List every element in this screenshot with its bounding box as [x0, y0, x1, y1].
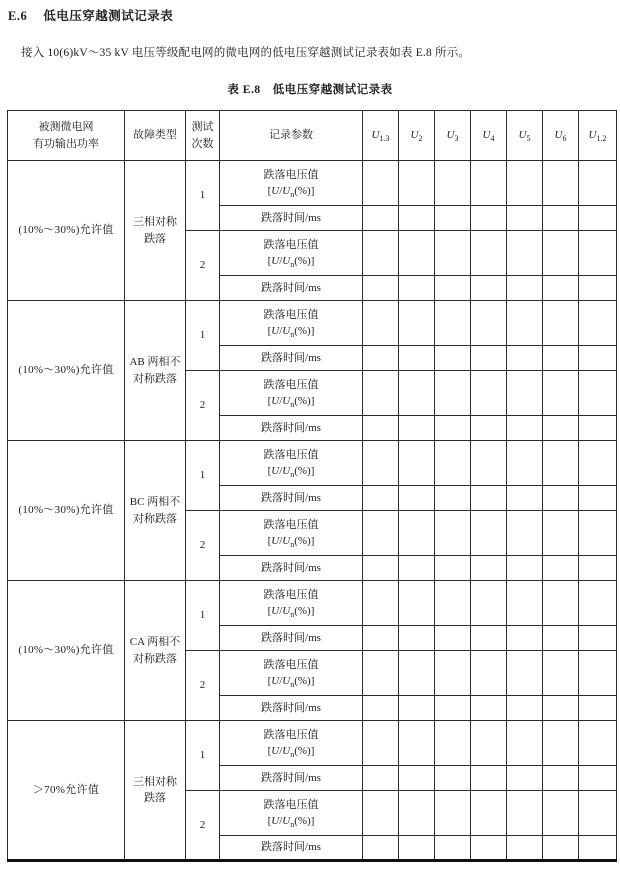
value-cell: [507, 276, 543, 301]
value-cell: [579, 371, 617, 416]
value-cell: [579, 556, 617, 581]
param-voltage-formula: $[U/U_n(\%)]$: [267, 185, 315, 200]
text-line: BC 两相不: [129, 496, 181, 508]
value-cell: [543, 791, 579, 836]
value-cell: [579, 346, 617, 371]
value-cell: [435, 556, 471, 581]
test-number-cell: 1: [186, 581, 220, 651]
value-cell: [471, 231, 507, 276]
fault-type-cell: [125, 581, 186, 721]
value-cell: [543, 276, 579, 301]
section-number: E.6: [8, 9, 28, 23]
value-cell: [435, 696, 471, 721]
value-cell: [363, 206, 399, 231]
value-cell: [435, 346, 471, 371]
value-cell: [435, 766, 471, 791]
text-line: 跌落: [144, 792, 166, 804]
value-cell: [579, 486, 617, 511]
param-voltage-label: 跌落电压值: [263, 378, 319, 391]
record-table: [7, 110, 617, 862]
value-cell: [543, 581, 579, 626]
value-cell: [435, 276, 471, 301]
value-cell: [579, 651, 617, 696]
value-cell: [363, 301, 399, 346]
value-cell: [507, 651, 543, 696]
value-cell: [363, 276, 399, 301]
param-voltage-formula: $[U/U_n(\%)]$: [267, 535, 315, 550]
param-voltage-label: 跌落电压值: [263, 308, 319, 321]
param-time-cell: 跌落时间/ms: [220, 836, 363, 861]
header-cell-u2: $U_2$: [399, 111, 435, 161]
value-cell: [399, 231, 435, 276]
section-heading: [8, 6, 173, 24]
value-cell: [435, 416, 471, 441]
value-cell: [363, 836, 399, 861]
value-cell: [471, 161, 507, 206]
param-voltage-label: 跌落电压值: [263, 448, 319, 461]
value-cell: [399, 276, 435, 301]
value-cell: [471, 766, 507, 791]
text-line: 测试: [191, 121, 214, 133]
intro-paragraph: 接入 10(6)kV～35 kV 电压等级配电网的微电网的低电压穿越测试记录表如表 E.8 所示。: [21, 47, 471, 59]
header-cell-u4: $U_4$: [471, 111, 507, 161]
value-cell: [399, 346, 435, 371]
value-cell: [507, 346, 543, 371]
text-line: 有功输出功率: [33, 137, 99, 150]
param-voltage-formula: $[U/U_n(\%)]$: [267, 325, 315, 340]
power-cell: (10%～30%)允许值: [8, 581, 125, 721]
value-cell: [435, 231, 471, 276]
param-voltage-label: 跌落电压值: [263, 238, 319, 251]
table-body: [8, 161, 617, 861]
value-cell: [507, 511, 543, 556]
param-voltage-cell: [220, 581, 363, 626]
value-cell: [507, 416, 543, 441]
value-cell: [579, 696, 617, 721]
value-cell: [399, 301, 435, 346]
value-cell: [363, 581, 399, 626]
param-time-cell: 跌落时间/ms: [220, 556, 363, 581]
value-cell: [399, 486, 435, 511]
section-title: 低电压穿越测试记录表: [43, 9, 174, 23]
value-cell: [543, 696, 579, 721]
header-cell-power: [8, 111, 125, 161]
value-cell: [471, 651, 507, 696]
value-cell: [435, 441, 471, 486]
param-time-cell: 跌落时间/ms: [220, 766, 363, 791]
header-cell-u3: $U_3$: [435, 111, 471, 161]
value-cell: [471, 301, 507, 346]
value-cell: [435, 486, 471, 511]
value-cell: [507, 371, 543, 416]
power-cell: ＞70%允许值: [8, 721, 125, 861]
value-cell: [363, 416, 399, 441]
value-cell: [579, 416, 617, 441]
param-voltage-label: 跌落电压值: [263, 728, 319, 741]
value-cell: [471, 486, 507, 511]
param-voltage-cell: [220, 651, 363, 696]
value-cell: [399, 161, 435, 206]
text-line: 次数: [191, 137, 214, 150]
value-cell: [363, 441, 399, 486]
value-cell: [543, 766, 579, 791]
header-cell-u7: $U_{1.2}$: [579, 111, 617, 161]
value-cell: [399, 791, 435, 836]
fault-type-cell: [125, 301, 186, 441]
param-voltage-label: 跌落电压值: [263, 798, 319, 811]
text-line: 跌落: [144, 232, 166, 245]
param-time-cell: 跌落时间/ms: [220, 206, 363, 231]
param-time-cell: 跌落时间/ms: [220, 416, 363, 441]
value-cell: [507, 301, 543, 346]
value-cell: [543, 231, 579, 276]
power-cell: (10%～30%)允许值: [8, 161, 125, 301]
value-cell: [507, 626, 543, 651]
record-row-voltage: [8, 441, 617, 486]
value-cell: [363, 346, 399, 371]
value-cell: [579, 511, 617, 556]
test-number-cell: 1: [186, 161, 220, 231]
record-row-voltage: [8, 161, 617, 206]
value-cell: [399, 626, 435, 651]
value-cell: [399, 721, 435, 766]
value-cell: [579, 276, 617, 301]
param-voltage-label: 跌落电压值: [263, 588, 319, 601]
value-cell: [507, 766, 543, 791]
value-cell: [507, 791, 543, 836]
value-cell: [435, 721, 471, 766]
text-line: 被测微电网: [38, 121, 94, 133]
value-cell: [435, 511, 471, 556]
power-cell: (10%～30%)允许值: [8, 441, 125, 581]
fault-type-cell: [125, 721, 186, 861]
value-cell: [399, 441, 435, 486]
param-voltage-label: 跌落电压值: [263, 518, 319, 531]
param-time-cell: 跌落时间/ms: [220, 276, 363, 301]
param-voltage-formula: $[U/U_n(\%)]$: [267, 675, 315, 690]
value-cell: [399, 651, 435, 696]
record-row-voltage: [8, 721, 617, 766]
text-line: 三相对称: [133, 216, 177, 228]
value-cell: [543, 486, 579, 511]
param-voltage-formula: $[U/U_n(\%)]$: [267, 815, 315, 830]
value-cell: [471, 626, 507, 651]
value-cell: [543, 371, 579, 416]
value-cell: [507, 721, 543, 766]
value-cell: [579, 721, 617, 766]
value-cell: [363, 651, 399, 696]
param-voltage-formula: $[U/U_n(\%)]$: [267, 395, 315, 410]
value-cell: [471, 721, 507, 766]
value-cell: [471, 696, 507, 721]
value-cell: [399, 766, 435, 791]
value-cell: [471, 441, 507, 486]
value-cell: [363, 791, 399, 836]
param-voltage-formula: $[U/U_n(\%)]$: [267, 465, 315, 480]
value-cell: [507, 206, 543, 231]
header-cell-test-count: [186, 111, 220, 161]
value-cell: [471, 556, 507, 581]
param-time-cell: 跌落时间/ms: [220, 486, 363, 511]
header-cell-u1: $U_{1.3}$: [363, 111, 399, 161]
param-voltage-cell: [220, 791, 363, 836]
value-cell: [435, 791, 471, 836]
value-cell: [363, 231, 399, 276]
fault-type-cell: [125, 161, 186, 301]
value-cell: [363, 556, 399, 581]
param-voltage-cell: [220, 441, 363, 486]
value-cell: [471, 346, 507, 371]
table-caption-label: 表 E.8: [227, 84, 261, 96]
test-number-cell: 1: [186, 301, 220, 371]
value-cell: [363, 721, 399, 766]
param-voltage-cell: [220, 231, 363, 276]
test-number-cell: 1: [186, 441, 220, 511]
value-cell: [543, 346, 579, 371]
value-cell: [507, 556, 543, 581]
value-cell: [579, 791, 617, 836]
param-voltage-cell: [220, 301, 363, 346]
text-line: CA 两相不: [129, 636, 181, 648]
value-cell: [507, 441, 543, 486]
test-number-cell: 1: [186, 721, 220, 791]
value-cell: [543, 206, 579, 231]
param-voltage-formula: $[U/U_n(\%)]$: [267, 255, 315, 270]
value-cell: [399, 696, 435, 721]
fault-type-cell: [125, 441, 186, 581]
test-number-cell: 2: [186, 791, 220, 861]
param-time-cell: 跌落时间/ms: [220, 696, 363, 721]
header-cell-u5: $U_5$: [507, 111, 543, 161]
value-cell: [363, 626, 399, 651]
value-cell: [435, 651, 471, 696]
test-number-cell: 2: [186, 651, 220, 721]
text-line: 三相对称: [133, 775, 177, 788]
value-cell: [435, 161, 471, 206]
value-cell: [435, 581, 471, 626]
value-cell: [399, 581, 435, 626]
test-number-cell: 2: [186, 371, 220, 441]
text-line: 对称跌落: [133, 512, 177, 525]
value-cell: [507, 696, 543, 721]
value-cell: [579, 581, 617, 626]
value-cell: [543, 511, 579, 556]
table-caption-title: 低电压穿越测试记录表: [272, 84, 393, 96]
test-number-cell: 2: [186, 231, 220, 301]
param-time-cell: 跌落时间/ms: [220, 626, 363, 651]
value-cell: [507, 231, 543, 276]
value-cell: [363, 486, 399, 511]
value-cell: [579, 766, 617, 791]
header-cell-u6: $U_6$: [543, 111, 579, 161]
text-line: AB 两相不: [129, 356, 181, 368]
value-cell: [435, 301, 471, 346]
value-cell: [543, 416, 579, 441]
value-cell: [507, 486, 543, 511]
table-caption: [0, 81, 620, 97]
header-cell-record-param: 记录参数: [220, 111, 363, 161]
value-cell: [363, 766, 399, 791]
value-cell: [579, 626, 617, 651]
value-cell: [399, 511, 435, 556]
param-voltage-formula: $[U/U_n(\%)]$: [267, 605, 315, 620]
value-cell: [435, 206, 471, 231]
param-voltage-cell: [220, 371, 363, 416]
value-cell: [399, 206, 435, 231]
value-cell: [435, 371, 471, 416]
header-cell-fault-type: 故障类型: [125, 111, 186, 161]
value-cell: [543, 721, 579, 766]
value-cell: [543, 301, 579, 346]
record-row-voltage: [8, 581, 617, 626]
value-cell: [363, 511, 399, 556]
value-cell: [543, 651, 579, 696]
value-cell: [507, 581, 543, 626]
value-cell: [471, 276, 507, 301]
param-voltage-cell: [220, 511, 363, 556]
value-cell: [435, 836, 471, 861]
record-row-voltage: [8, 301, 617, 346]
table-header: [8, 111, 617, 161]
param-voltage-label: 跌落电压值: [263, 658, 319, 671]
param-voltage-cell: [220, 161, 363, 206]
value-cell: [471, 416, 507, 441]
value-cell: [543, 836, 579, 861]
value-cell: [579, 231, 617, 276]
value-cell: [471, 511, 507, 556]
value-cell: [435, 626, 471, 651]
value-cell: [543, 441, 579, 486]
value-cell: [399, 416, 435, 441]
value-cell: [471, 371, 507, 416]
value-cell: [471, 791, 507, 836]
value-cell: [579, 301, 617, 346]
param-voltage-formula: $[U/U_n(\%)]$: [267, 745, 315, 760]
header-row: [8, 111, 617, 161]
test-number-cell: 2: [186, 511, 220, 581]
value-cell: [507, 161, 543, 206]
value-cell: [579, 836, 617, 861]
power-cell: (10%～30%)允许值: [8, 301, 125, 441]
value-cell: [399, 556, 435, 581]
value-cell: [363, 696, 399, 721]
text-line: 对称跌落: [133, 652, 177, 665]
value-cell: [363, 161, 399, 206]
value-cell: [471, 206, 507, 231]
value-cell: [471, 836, 507, 861]
text-line: 对称跌落: [133, 372, 177, 385]
param-voltage-label: 跌落电压值: [263, 168, 319, 181]
param-time-cell: 跌落时间/ms: [220, 346, 363, 371]
value-cell: [363, 371, 399, 416]
value-cell: [399, 836, 435, 861]
value-cell: [579, 161, 617, 206]
value-cell: [579, 441, 617, 486]
value-cell: [471, 581, 507, 626]
param-voltage-cell: [220, 721, 363, 766]
value-cell: [507, 836, 543, 861]
value-cell: [579, 206, 617, 231]
value-cell: [399, 371, 435, 416]
value-cell: [543, 161, 579, 206]
value-cell: [543, 556, 579, 581]
value-cell: [543, 626, 579, 651]
